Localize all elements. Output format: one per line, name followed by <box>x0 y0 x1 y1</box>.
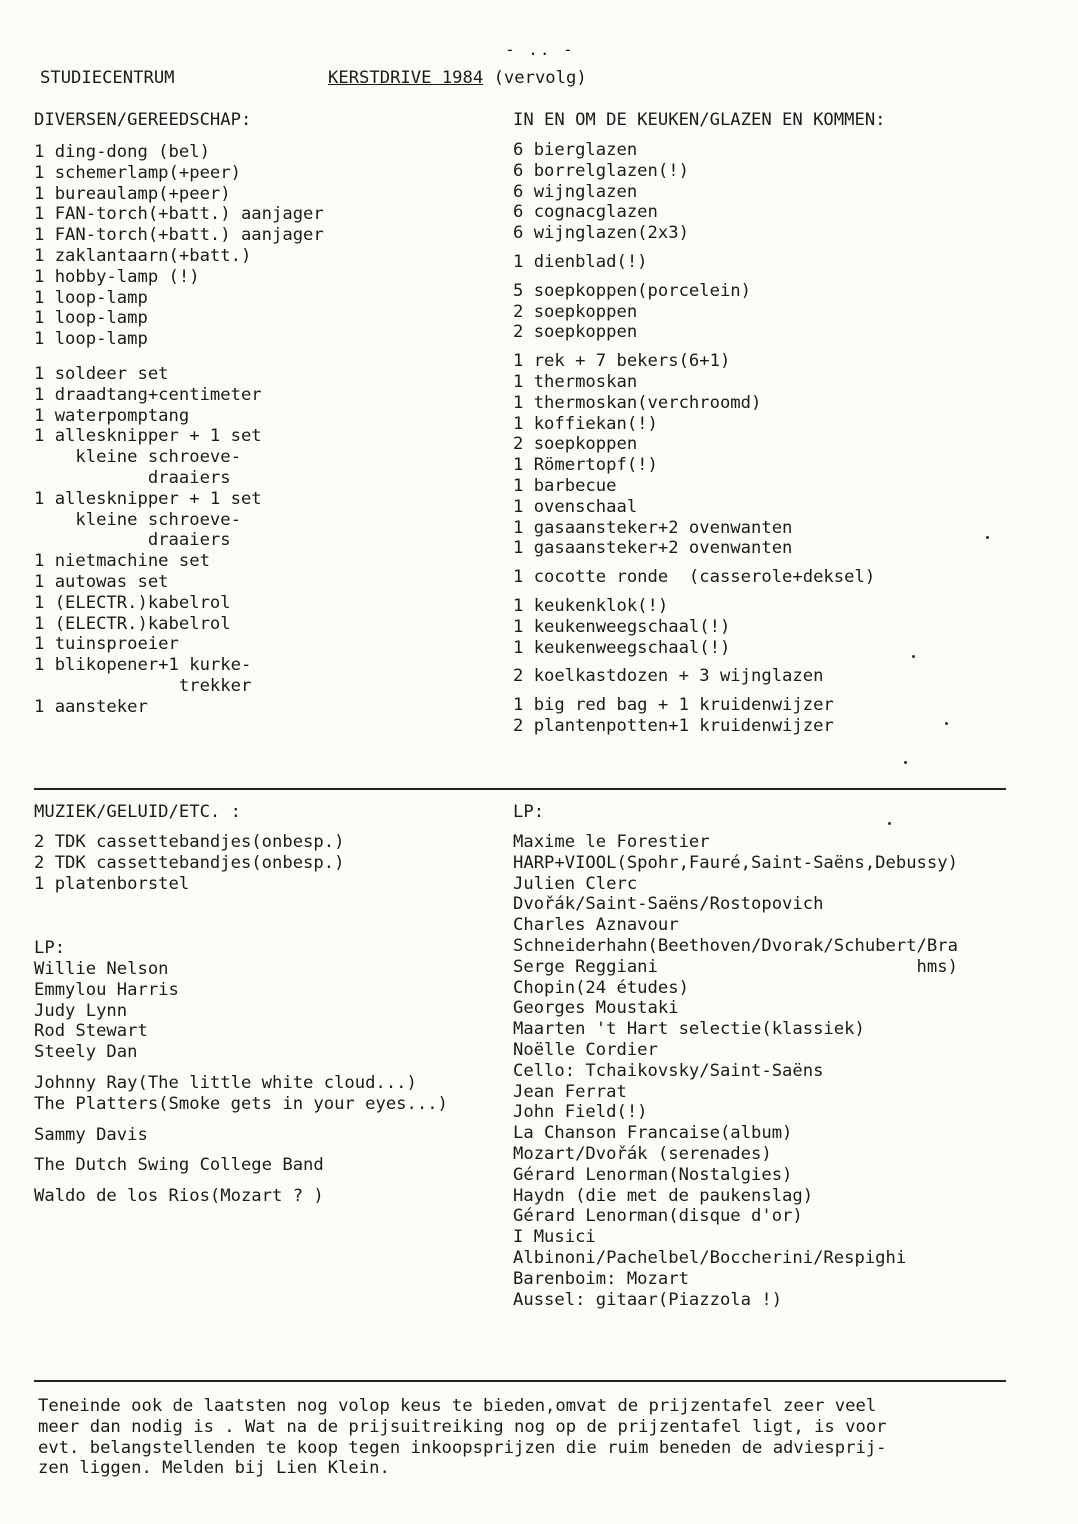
lp-heading-right: LP: <box>513 802 545 822</box>
list-item: Steely Dan <box>34 1042 138 1063</box>
list-item: 1 allesknipper + 1 set <box>34 426 262 447</box>
page-title <box>328 68 587 89</box>
list-item: 1 FAN-torch(+batt.) aanjager <box>34 225 324 246</box>
list-item: Gérard Lenorman(disque d'or) <box>513 1206 803 1227</box>
list-item: 2 soepkoppen <box>513 301 638 322</box>
list-item: 1 keukenweegschaal(!) <box>513 637 731 658</box>
list-item: The Dutch Swing College Band <box>34 1155 324 1176</box>
list-item: 1 gasaansteker+2 ovenwanten <box>513 538 793 559</box>
list-item: 2 soepkoppen <box>513 434 638 455</box>
list-item: Georges Moustaki <box>513 998 679 1019</box>
list-item: kleine schroeve- <box>34 509 241 530</box>
section-heading-keuken: IN EN OM DE KEUKEN/GLAZEN EN KOMMEN: <box>513 110 886 130</box>
list-item: 1 blikopener+1 kurke- <box>34 655 252 676</box>
list-item: 1 tuinsproeier <box>34 634 179 655</box>
list-item: Albinoni/Pachelbel/Boccherini/Respighi <box>513 1247 907 1268</box>
scan-speck <box>986 536 989 539</box>
list-item: Mozart/Dvořák (serenades) <box>513 1143 772 1164</box>
list-item: 1 keukenklok(!) <box>513 595 669 616</box>
list-item: Rod Stewart <box>34 1021 148 1042</box>
footer-note <box>38 1396 887 1479</box>
list-diversen <box>34 142 324 718</box>
list-item: 2 soepkoppen <box>513 322 638 343</box>
list-item: 1 cocotte ronde (casserole+deksel) <box>513 567 876 588</box>
list-muziek <box>34 832 344 894</box>
list-item: 6 wijnglazen(2x3) <box>513 223 689 244</box>
list-item: Julien Clerc <box>513 873 638 894</box>
list-item: Schneiderhahn(Beethoven/Dvorak/Schubert/Bra <box>513 935 958 956</box>
list-item: 1 soldeer set <box>34 363 169 384</box>
list-item: 1 FAN-torch(+batt.) aanjager <box>34 204 324 225</box>
list-item: 1 platenborstel <box>34 873 190 894</box>
list-item: The Platters(Smoke gets in your eyes...) <box>34 1093 448 1114</box>
list-item: 1 aansteker <box>34 696 148 717</box>
list-item: 2 koelkastdozen + 3 wijnglazen <box>513 666 824 687</box>
page-title-main: KERSTDRIVE 1984 <box>328 68 484 88</box>
page-title-suffix: (vervolg) <box>483 68 587 88</box>
list-item: Teneinde ook de laatsten nog volop keus te bieden,omvat de prijzentafel zeer veel <box>38 1396 877 1416</box>
section-heading-diversen: DIVERSEN/GEREEDSCHAP: <box>34 110 252 130</box>
list-item: 1 Römertopf(!) <box>513 455 658 476</box>
list-item: Charles Aznavour <box>513 915 679 936</box>
list-item: Dvořák/Saint-Saëns/Rostopovich <box>513 894 824 915</box>
list-item: 1 rek + 7 bekers(6+1) <box>513 351 731 372</box>
list-item: kleine schroeve- <box>34 447 241 468</box>
scan-speck <box>904 761 907 764</box>
list-item: meer dan nodig is . Wat na de prijsuitreiking nog op de prijzentafel ligt, is voor <box>38 1416 887 1437</box>
lp-heading-left: LP: <box>34 938 66 958</box>
footer-divider <box>34 1380 1006 1382</box>
list-item: Chopin(24 études) <box>513 977 689 998</box>
list-item: draaiers <box>34 467 231 488</box>
list-item: draaiers <box>34 530 231 551</box>
list-item: HARP+VIOOL(Spohr,Fauré,Saint-Saëns,Debussy) <box>513 852 958 873</box>
list-item: Willie Nelson <box>34 959 169 979</box>
list-keuken <box>513 140 875 737</box>
list-item: La Chanson Francaise(album) <box>513 1123 793 1144</box>
list-item: 1 waterpomptang <box>34 405 190 426</box>
list-item: 6 bierglazen <box>513 140 638 160</box>
list-item: Cello: Tchaikovsky/Saint-Saëns <box>513 1060 824 1081</box>
list-item: I Musici <box>513 1227 596 1248</box>
group-gap <box>513 588 875 596</box>
section-divider <box>34 788 1006 790</box>
list-item: 1 nietmachine set <box>34 551 210 572</box>
list-item: 1 (ELECTR.)kabelrol <box>34 592 231 613</box>
list-item: trekker <box>34 675 252 696</box>
list-item: Judy Lynn <box>34 1000 128 1021</box>
list-item: zen liggen. Melden bij Lien Klein. <box>38 1458 390 1479</box>
list-item: Gérard Lenorman(Nostalgies) <box>513 1164 793 1185</box>
group-gap <box>513 687 875 695</box>
list-item: 2 TDK cassettebandjes(onbesp.) <box>34 832 345 852</box>
list-item: 1 ovenschaal <box>513 496 638 517</box>
group-gap <box>34 1115 448 1125</box>
list-item: 5 soepkoppen(porcelein) <box>513 280 751 301</box>
list-item: Serge Reggiani hms) <box>513 956 958 977</box>
list-lp-right <box>513 832 958 1310</box>
list-item: 1 koffiekan(!) <box>513 413 658 434</box>
list-item: 6 borrelglazen(!) <box>513 160 689 181</box>
list-item: Barenboim: Mozart <box>513 1268 689 1289</box>
list-item: 1 barbecue <box>513 475 617 496</box>
list-item: Johnny Ray(The little white cloud...) <box>34 1072 417 1093</box>
list-item: Waldo de los Rios(Mozart ? ) <box>34 1186 324 1207</box>
group-gap <box>513 559 875 567</box>
group-gap <box>513 343 875 351</box>
list-item: Noëlle Cordier <box>513 1039 658 1060</box>
group-gap <box>34 1176 448 1186</box>
scan-speck <box>912 655 915 658</box>
list-item: 1 zaklantaarn(+batt.) <box>34 245 252 266</box>
list-item: 1 ding-dong (bel) <box>34 142 210 162</box>
list-item: 1 dienblad(!) <box>513 251 648 272</box>
list-item: 1 keukenweegschaal(!) <box>513 616 731 637</box>
list-item: John Field(!) <box>513 1102 648 1123</box>
org-name: STUDIECENTRUM <box>40 68 175 88</box>
list-item: 1 loop-lamp <box>34 329 148 350</box>
list-item: 1 bureaulamp(+peer) <box>34 183 231 204</box>
list-item: 1 thermoskan(verchroomd) <box>513 392 762 413</box>
list-item: 2 plantenpotten+1 kruidenwijzer <box>513 715 834 736</box>
group-gap <box>34 1063 448 1073</box>
list-item: 1 allesknipper + 1 set <box>34 488 262 509</box>
list-item: 1 gasaansteker+2 ovenwanten <box>513 517 793 538</box>
list-item: 1 (ELECTR.)kabelrol <box>34 613 231 634</box>
list-item: 1 loop-lamp <box>34 287 148 308</box>
scan-speck <box>888 822 891 825</box>
group-gap <box>513 244 875 252</box>
list-item: Aussel: gitaar(Piazzola !) <box>513 1289 783 1310</box>
list-lp-left <box>34 959 448 1207</box>
group-gap <box>513 273 875 281</box>
list-item: 6 wijnglazen <box>513 181 638 202</box>
list-item: evt. belangstellenden te koop tegen inkoopsprijzen die ruim beneden de adviesprij- <box>38 1437 887 1458</box>
list-item: 1 big red bag + 1 kruidenwijzer <box>513 695 834 716</box>
group-gap <box>513 658 875 666</box>
list-item: Haydn (die met de paukenslag) <box>513 1185 814 1206</box>
list-item: 2 TDK cassettebandjes(onbesp.) <box>34 852 345 873</box>
list-item: Maxime le Forestier <box>513 832 710 852</box>
group-gap <box>34 350 324 364</box>
list-item: 1 schemerlamp(+peer) <box>34 162 241 183</box>
list-item: 1 draadtang+centimeter <box>34 384 262 405</box>
list-item: Maarten 't Hart selectie(klassiek) <box>513 1019 865 1040</box>
scan-speck <box>945 722 948 725</box>
list-item: 1 loop-lamp <box>34 308 148 329</box>
list-item: Sammy Davis <box>34 1124 148 1145</box>
list-item: 1 autowas set <box>34 571 169 592</box>
group-gap <box>34 1145 448 1155</box>
list-item: 6 cognacglazen <box>513 202 658 223</box>
section-heading-muziek: MUZIEK/GELUID/ETC. : <box>34 802 241 822</box>
page-number: - .. - <box>505 40 575 59</box>
list-item: Emmylou Harris <box>34 979 179 1000</box>
list-item: Jean Ferrat <box>513 1081 627 1102</box>
list-item: 1 thermoskan <box>513 371 638 392</box>
list-item: 1 hobby-lamp (!) <box>34 266 200 287</box>
